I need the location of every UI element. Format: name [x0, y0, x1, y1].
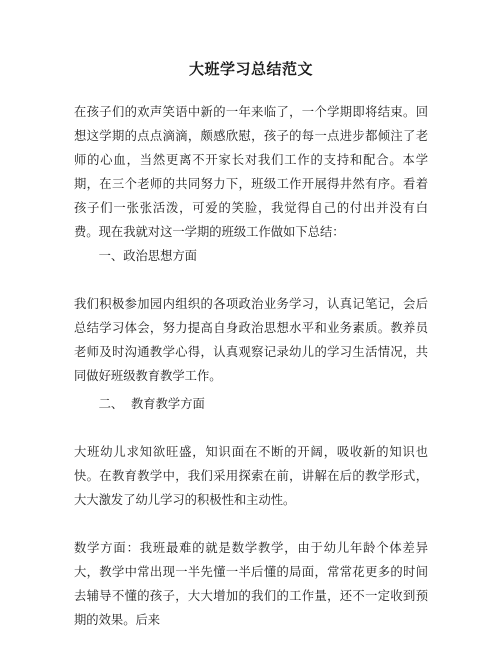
document-title: 大班学习总结范文	[188, 60, 313, 78]
section-heading-teaching: 二、 教育教学方面	[98, 397, 205, 411]
intro-paragraph: 在孩子们的欢声笑语中新的一年来临了，一个学期即将结束。回想这学期的点点滴滴，颇感欣慰，孩子的每一点进步都倾注了老师的心血，当然更离不开家长对我们工作的支持和配合。本学期，在三个老师的共同努力下，班级工作开展得井然有序。看着孩子们一张张活泼，可爱的笑脸，我觉得自己的付出并没有白费。现在我就对这一学期的班级工作做如下总结：	[74, 105, 428, 239]
section-heading-politics: 一、政治思想方面	[98, 249, 197, 263]
section-body-politics: 我们积极参加园内组织的各项政治业务学习，认真记笔记，会后总结学习体会，努力提高自身政治思想水平和业务素质。教养员老师及时沟通教学心得，认真观察记录幼儿的学习生活情况，共同做好班级教育教学工作。	[74, 297, 428, 383]
section-body-teaching: 大班幼儿求知欲旺盛，知识面在不断的开阔，吸收新的知识也快。在教育教学中，我们采用探索在前，讲解在后的教学形式，大大激发了幼儿学习的积极性和主动性。	[74, 445, 428, 507]
math-paragraph: 数学方面：我班最难的就是数学教学，由于幼儿年龄个体差异大，教学中常出现一半先懂一半后懂的局面，常常花更多的时间去辅导不懂的孩子，大大增加的我们的工作量，还不一定收到预期的效果。后来	[74, 541, 428, 627]
